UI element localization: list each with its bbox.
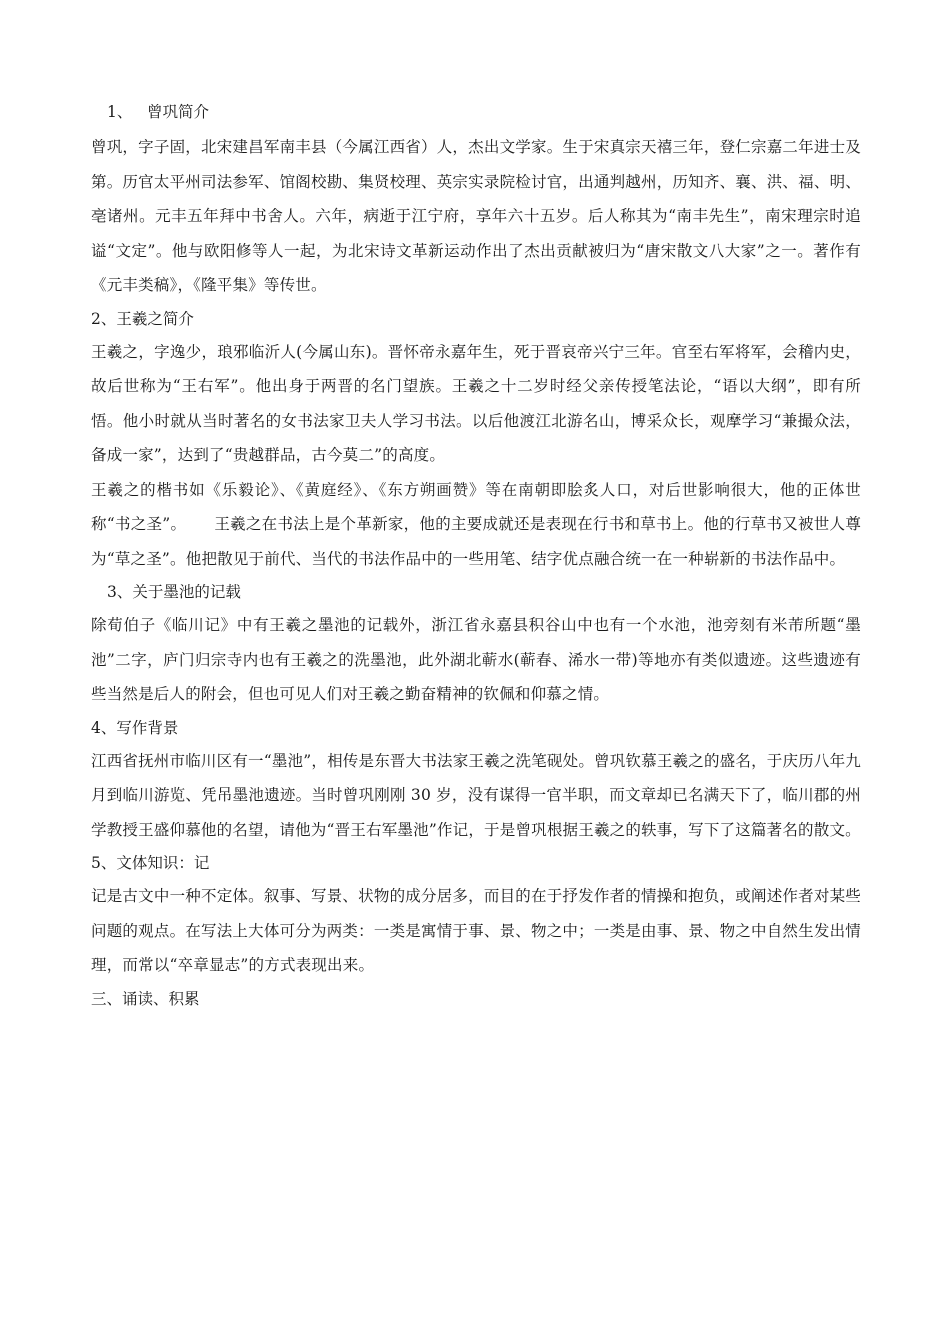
section-title: 曾巩简介: [147, 103, 210, 121]
paragraph-part-xingcao: 王羲之在书法上是个革新家，他的主要成就还是表现在行书和草书上。他的行草书又被世人尊为“草之圣”。他把散见于前代、当代的书法作品中的一些用笔、结字优点融合统一在一种崭新的书法作品中。: [91, 515, 862, 568]
section-number: 1、: [107, 103, 133, 121]
paragraph-part-kaishu: 王羲之的楷书如《乐毅论》、《黄庭经》、《东方朔画赞》等在南朝即脍炙人口，对后世影响很大，他的正体世称“书之圣”。: [91, 480, 861, 533]
document-body: [91, 96, 861, 1015]
paragraph-writing-background: 江西省抚州市临川区有一“墨池”，相传是东晋大书法家王羲之洗笔砚处。曾巩钦慕王羲之的盛名，于庆历八年九月到临川游览、凭吊墨池遗迹。当时曾巩刚刚 30 岁，没有谋得一官半职，而文章却已名满天下了，临川郡的州学教授王盛仰慕他的名望，请他为“晋王右军墨池”作记，于是曾巩根据王羲之的轶事，写下了这篇著名的散文。: [91, 751, 861, 839]
paragraph-zeng-gong-intro: 曾巩，字子固，北宋建昌军南丰县（今属江西省）人，杰出文学家。生于宋真宗天禧三年，登仁宗嘉二年进士及第。历官太平州司法参军、馆阁校勘、集贤校理、英宗实录院检讨官，出通判越州，历知齐、襄、洪、福、明、亳诸州。元丰五年拜中书舍人。六年，病逝于江宁府，享年六十五岁。后人称其为“南丰先生”，南宋理宗时追谥“文定”。他与欧阳修等人一起，为北宋诗文革新运动作出了杰出贡献被归为“唐宋散文八大家”之一。著作有《元丰类稿》，《隆平集》等传世。: [91, 138, 861, 294]
section-heading-1: [91, 96, 861, 128]
paragraph-wang-xizhi-calligraphy: [91, 473, 861, 577]
section-heading-4: 4、写作背景: [91, 718, 179, 737]
paragraph-wang-xizhi-bio: 王羲之，字逸少，琅邪临沂人(今属山东)。晋怀帝永嘉年生，死于晋哀帝兴宁三年。官至右军将军，会稽内史，故后世称为“王右军”。他出身于两晋的名门望族。王羲之十二岁时经父亲传授笔法论，“语以大纲”，即有所悟。他小时就从当时著名的女书法家卫夫人学习书法。以后他渡江北游名山，博采众长，观摩学习“兼撮众法，备成一家”，达到了“贵越群品，古今莫二”的高度。: [91, 342, 861, 464]
paragraph-genre-knowledge: 记是古文中一种不定体。叙事、写景、状物的成分居多，而目的在于抒发作者的情操和抱负，或阐述作者对某些问题的观点。在写法上大体可分为两类：一类是寓情于事、景、物之中；一类是由事、景、物之中自然生发出情理，而常以“卒章显志”的方式表现出来。: [91, 887, 861, 974]
section-heading-6: 三、诵读、积累: [91, 989, 200, 1008]
section-heading-3: 3、关于墨池的记载: [107, 583, 241, 601]
section-heading-2: 2、王羲之简介: [91, 309, 194, 328]
section-heading-5: 5、文体知识：记: [91, 854, 210, 872]
paragraph-mochi-records: 除荀伯子《临川记》中有王羲之墨池的记载外，浙江省永嘉县积谷山中也有一个水池，池旁刻有米芾所题“墨池”二字，庐门归宗寺内也有王羲之的洗墨池，此外湖北蕲水(蕲春、浠水一带)等地亦有类似遗迹。这些遗迹有些当然是后人的附会，但也可见人们对王羲之勤奋精神的钦佩和仰慕之情。: [91, 616, 861, 703]
